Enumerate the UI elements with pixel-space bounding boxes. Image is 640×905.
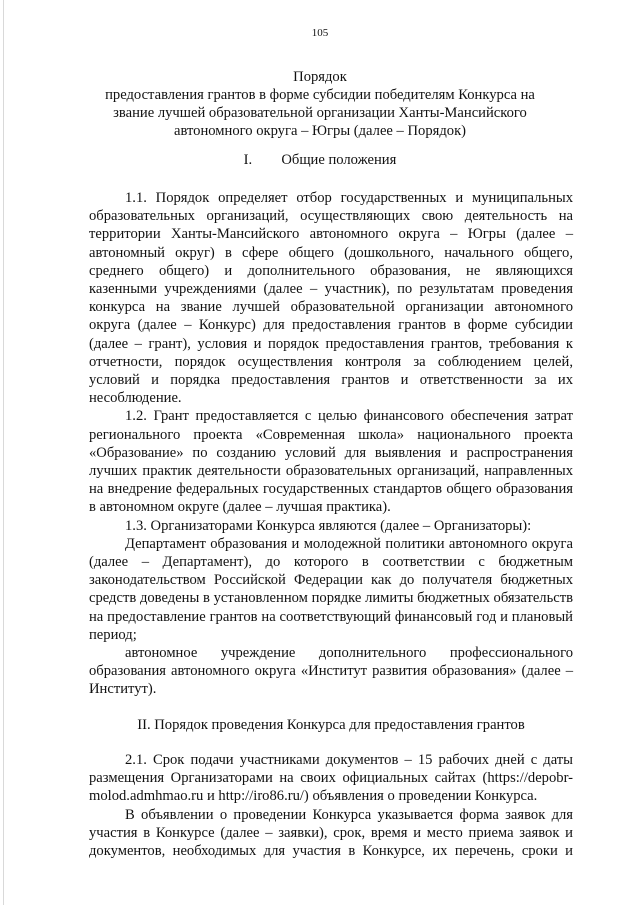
- paragraph-department: Департамент образования и молодежной политики автономного округа (далее – Департамент), до которого в соответствии с бюджетным законодательством Российской Федерации как до получателя бюджетных средств доведены в установленном порядке лимиты бюджетных обязательств на предоставление грантов на соответствующий финансовый год и плановый период;: [89, 535, 573, 643]
- paragraph-1-2: 1.2. Грант предоставляется с целью финансового обеспечения затрат регионального проекта «Современная школа» национального проекта «Образование» по созданию условий для выявления и распространения лучших практик деятельности образовательных организаций, направленных на внедрение федеральных государственных стандартов общего образования в автономном округе (далее – лучшая практика).: [89, 408, 573, 516]
- paragraph-1-3: 1.3. Организаторами Конкурса являются (далее – Организаторы):: [125, 517, 532, 534]
- document-body: [89, 189, 573, 860]
- paragraph-announcement: В объявлении о проведении Конкурса указывается форма заявок для участия в Конкурсе (далее – заявки), срок, время и место приема заявок и документов, необходимых для участия в Конкурсе, их перечень, сроки и: [89, 806, 573, 859]
- paragraph-2-1: 2.1. Срок подачи участниками документов – 15 рабочих дней с даты размещения Организаторами на своих официальных сайтах (https://depobr-molod.admhmao.ru и http://iro86.ru/) объявления о проведении Конкурса.: [89, 751, 573, 805]
- page-number: 105: [311, 27, 329, 39]
- section-heading-1: I. Общие положения: [243, 152, 397, 168]
- page-edge: [3, 0, 4, 905]
- document-title: [100, 68, 540, 140]
- section-heading-2: II. Порядок проведения Конкурса для предоставления грантов: [137, 716, 525, 733]
- paragraph-institute: автономное учреждение дополнительного профессионального образования автономного округа «Институт развития образования» (далее – Институт).: [89, 645, 573, 698]
- title-line: Порядок: [293, 69, 347, 85]
- title-line: предоставления грантов в форме субсидии победителям Конкурса на: [105, 87, 535, 103]
- title-line: автономного округа – Югры (далее – Порядок): [173, 123, 467, 139]
- title-line: звание лучшей образовательной организации Ханты-Мансийского: [113, 105, 527, 121]
- paragraph-1-1: 1.1. Порядок определяет отбор государственных и муниципальных образовательных организаций, осуществляющих свою деятельность на территории Ханты-Мансийского автономного округа – Югры (далее – автономный округ) в сфере общего (дошкольного, начального общего, среднего общего) и дополнительного образования, не являющихся казенными учреждениями (далее – участник), по результатам проведения конкурса на звание лучшей образовательной организации автономного округа (далее – Конкурс) для предоставления грантов в форме субсидии (далее – грант), условия и порядок предоставления грантов, требования к отчетности, порядок осуществления контроля за соблюдением целей, условий и порядка предоставления грантов и ответственности за их несоблюдение.: [89, 190, 573, 407]
